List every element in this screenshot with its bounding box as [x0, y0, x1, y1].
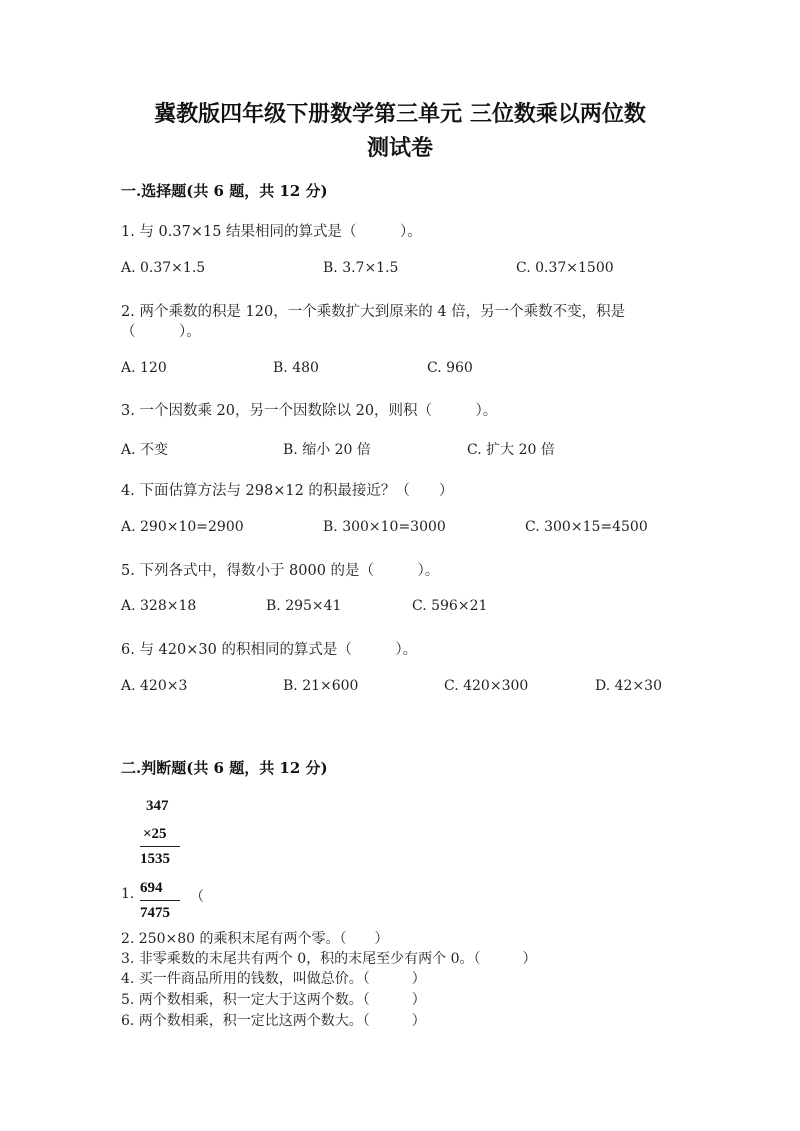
- question-4-option-c: C. 300×15=4500: [525, 519, 648, 535]
- calc-rule-2: [140, 900, 180, 901]
- calc-rule-1: [140, 846, 180, 847]
- judgment-2: 2. 250×80 的乘积末尾有两个零。（ ）: [121, 931, 389, 947]
- calc-result: 7475: [140, 905, 170, 921]
- question-2-text: 2. 两个乘数的积是 120，一个乘数扩大到原来的 4 倍，另一个乘数不变，积是: [121, 304, 626, 320]
- question-2-text-continued: （ ）。: [121, 324, 201, 340]
- question-6-option-d: D. 42×30: [595, 678, 662, 694]
- question-2-option-b: B. 480: [273, 360, 319, 376]
- page-title-line-1: 冀教版四年级下册数学第三单元 三位数乘以两位数: [154, 101, 646, 127]
- judgment-1-paren: （: [190, 889, 204, 905]
- question-4-text: 4. 下面估算方法与 298×12 的积最接近？（ ）: [121, 483, 454, 499]
- question-3-option-b: B. 缩小 20 倍: [283, 442, 371, 458]
- question-3-option-a: A. 不变: [121, 442, 169, 458]
- judgment-6: 6. 两个数相乘，积一定比这两个数大。（ ）: [121, 1013, 426, 1029]
- judgment-1-number: 1.: [121, 886, 135, 902]
- question-5-option-c: C. 596×21: [412, 598, 488, 614]
- question-2-option-a: A. 120: [121, 360, 167, 376]
- question-3-option-c: C. 扩大 20 倍: [467, 442, 555, 458]
- question-1-text: 1. 与 0.37×15 结果相同的算式是（ ）。: [121, 224, 422, 240]
- calc-partial-2: 694: [140, 880, 163, 896]
- section-heading-judgment: 二.判断题(共 6 题，共 12 分): [121, 759, 328, 777]
- question-6-option-a: A. 420×3: [121, 678, 188, 694]
- question-5-option-a: A. 328×18: [121, 598, 197, 614]
- question-5-option-b: B. 295×41: [266, 598, 342, 614]
- question-5-text: 5. 下列各式中，得数小于 8000 的是（ ）。: [121, 563, 440, 579]
- question-4-option-a: A. 290×10=2900: [121, 519, 244, 535]
- judgment-3: 3. 非零乘数的末尾共有两个 0，积的末尾至少有两个 0。（ ）: [121, 951, 537, 967]
- question-6-option-b: B. 21×600: [283, 678, 359, 694]
- question-4-option-b: B. 300×10=3000: [323, 519, 446, 535]
- section-heading-choice: 一.选择题(共 6 题，共 12 分): [121, 182, 328, 200]
- calc-multiplier: ×25: [143, 826, 167, 842]
- question-1-option-c: C. 0.37×1500: [516, 260, 614, 276]
- calc-partial-1: 1535: [140, 851, 170, 867]
- question-1-option-b: B. 3.7×1.5: [323, 260, 399, 276]
- judgment-4: 4. 买一件商品所用的钱数，叫做总价。（ ）: [121, 971, 426, 987]
- calc-multiplicand: 347: [146, 798, 169, 814]
- judgment-5: 5. 两个数相乘，积一定大于这两个数。（ ）: [121, 992, 426, 1008]
- page-title-line-2: 测试卷: [366, 135, 433, 161]
- question-1-option-a: A. 0.37×1.5: [121, 260, 206, 276]
- question-3-text: 3. 一个因数乘 20，另一个因数除以 20，则积（ ）。: [121, 403, 498, 419]
- question-2-option-c: C. 960: [427, 360, 473, 376]
- question-6-option-c: C. 420×300: [444, 678, 529, 694]
- question-6-text: 6. 与 420×30 的积相同的算式是（ ）。: [121, 642, 418, 658]
